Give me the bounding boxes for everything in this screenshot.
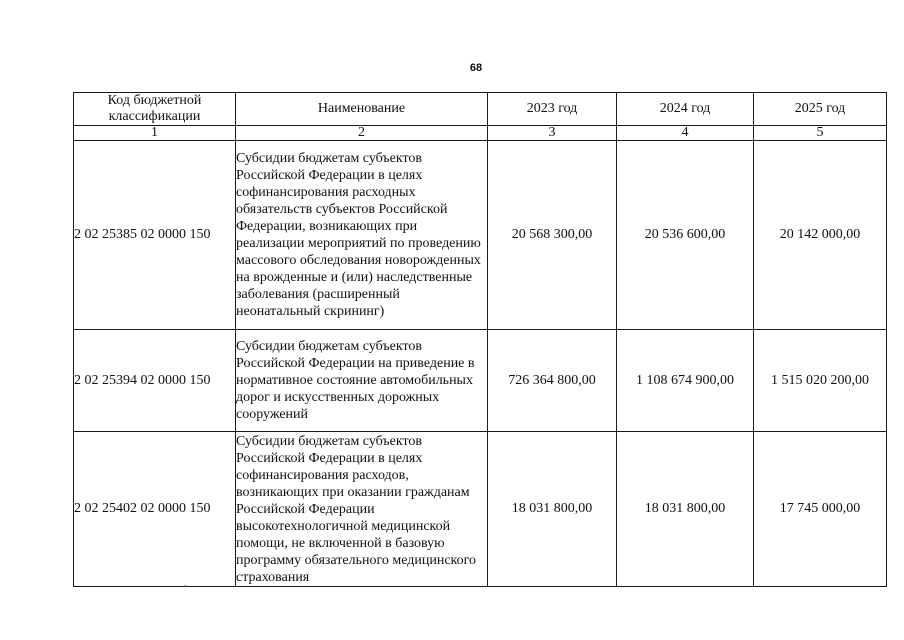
header-name: Наименование	[236, 93, 488, 126]
budget-code: 2 02 25394 02 0000 150	[74, 330, 236, 432]
item-name: Субсидии бюджетам субъектов Российской Федерации в целях софинансирования расходов, возникающих при оказании гражданам Российской Федерации высокотехнологичной медицинской помощи, не включенной в базовую программу обязательного медицинского страхования	[236, 432, 488, 587]
amount-2025: 20 142 000,00	[754, 141, 887, 330]
amount-2024: 20 536 600,00	[617, 141, 754, 330]
header-2024: 2024 год	[617, 93, 754, 126]
column-number: 1	[74, 126, 236, 141]
column-number: 5	[754, 126, 887, 141]
scan-mark: •	[184, 582, 187, 591]
item-name: Субсидии бюджетам субъектов Российской Федерации в целях софинансирования расходных обязательств субъектов Российской Федерации, возникающих при реализации мероприятий по проведению массового обследования новорожденных на врожденные и (или) наследственные заболевания (расширенный неонатальный скрининг)	[236, 141, 488, 330]
column-number: 4	[617, 126, 754, 141]
amount-2025: 17 745 000,00	[754, 432, 887, 587]
budget-code: 2 02 25402 02 0000 150	[74, 432, 236, 587]
table-row	[74, 432, 887, 587]
budget-table	[73, 92, 887, 587]
column-number: 3	[488, 126, 617, 141]
amount-2024: 18 031 800,00	[617, 432, 754, 587]
table-row	[74, 141, 887, 330]
amount-2024: 1 108 674 900,00	[617, 330, 754, 432]
budget-code: 2 02 25385 02 0000 150	[74, 141, 236, 330]
page-number: 68	[469, 62, 483, 74]
header-code: Код бюджетной классификации	[74, 93, 236, 126]
column-number: 2	[236, 126, 488, 141]
header-2025: 2025 год	[754, 93, 887, 126]
amount-2023: 18 031 800,00	[488, 432, 617, 587]
header-2023: 2023 год	[488, 93, 617, 126]
table-row	[74, 330, 887, 432]
amount-2023: 726 364 800,00	[488, 330, 617, 432]
amount-2025: 1 515 020 200,00	[754, 330, 887, 432]
item-name: Субсидии бюджетам субъектов Российской Федерации на приведение в нормативное состояние автомобильных дорог и искусственных дорожных сооружений	[236, 330, 488, 432]
amount-2023: 20 568 300,00	[488, 141, 617, 330]
header-row	[74, 93, 887, 126]
column-number-row	[74, 126, 887, 141]
